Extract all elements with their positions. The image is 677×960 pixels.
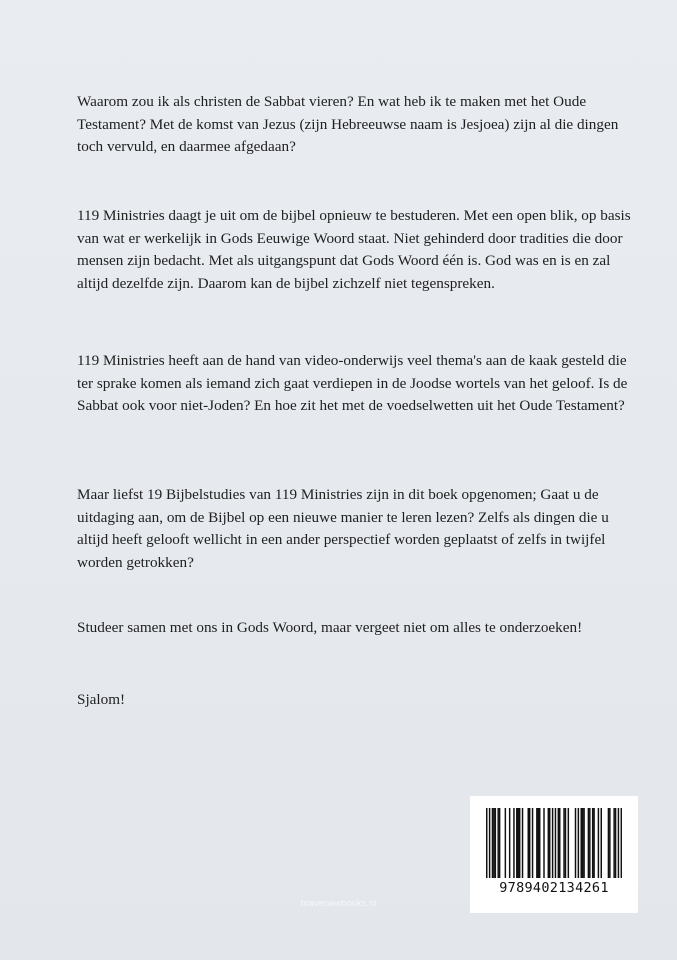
paragraph-closing: Sjalom! — [77, 691, 126, 708]
barcode-bar — [559, 808, 560, 878]
barcode-bar — [539, 808, 540, 878]
barcode-bars — [486, 808, 622, 878]
barcode-bar — [615, 808, 616, 878]
barcode-bar — [568, 808, 569, 878]
barcode-bar — [517, 808, 518, 878]
barcode-bar — [505, 808, 506, 878]
barcode-bar — [522, 808, 523, 878]
barcode-bar — [489, 808, 490, 878]
barcode-bar — [513, 808, 514, 878]
barcode-bar — [536, 808, 537, 878]
barcode-bar — [613, 808, 614, 878]
barcode-bar — [548, 808, 549, 878]
barcode-bar — [552, 808, 553, 878]
barcode-bar — [588, 808, 589, 878]
barcode-bar — [495, 808, 496, 878]
barcode-bar — [493, 808, 494, 878]
barcode-bar — [565, 808, 566, 878]
barcode-bar — [486, 808, 487, 878]
barcode-bar — [538, 808, 539, 878]
barcode-bar — [532, 808, 533, 878]
publisher-watermark: bravenewbooks.nl — [300, 898, 377, 908]
barcode-bar — [578, 808, 579, 878]
isbn-barcode — [470, 796, 638, 913]
barcode-bar — [563, 808, 564, 878]
paragraph-challenge: 119 Ministries daagt je uit om de bijbel opnieuw te bestuderen. Met een open blik, op basis van wat er werkelijk in Gods Eeuwige Woord staat. Niet gehinderd door tradities die door mensen zijn bedacht. Met als uitgangspunt dat Gods Woord één is. God was en is en zal altijd dezelfde zijn. Daarom kan de bijbel zichzelf niet tegenspreken. — [77, 207, 631, 292]
barcode-bar — [492, 808, 493, 878]
barcode-bar — [497, 808, 498, 878]
barcode-bar — [582, 808, 583, 878]
barcode-bar — [589, 808, 590, 878]
barcode-bar — [558, 808, 559, 878]
barcode-bar — [575, 808, 576, 878]
barcode-bar — [601, 808, 602, 878]
barcode-bar — [543, 808, 544, 878]
barcode-bar — [580, 808, 581, 878]
barcode-bar — [583, 808, 584, 878]
barcode-bar — [509, 808, 510, 878]
paragraph-intro: Waarom zou ik als christen de Sabbat vieren? En wat heb ik te maken met het Oude Testament? Met de komst van Jezus (zijn Hebreeuwse naam is Jesjoea) zijn al die dingen toch vervuld, en daarmee afgedaan? — [77, 93, 619, 155]
isbn-number: 9789402134261 — [499, 880, 609, 896]
barcode-bar — [549, 808, 550, 878]
paragraph-bible-studies: Maar liefst 19 Bijbelstudies van 119 Ministries zijn in dit boek opgenomen; Gaat u de uitdaging aan, om de Bijbel op een nieuwe manier te leren lezen? Zelfs als dingen die u altijd heeft gelooft wellicht in een ander perspectief worden geplaatst of zelfs in twijfel worden getrokken? — [77, 486, 609, 571]
barcode-bar — [608, 808, 609, 878]
paragraph-invitation: Studeer samen met ons in Gods Woord, maar vergeet niet om alles te onderzoeken! — [77, 619, 583, 636]
barcode-bar — [519, 808, 520, 878]
barcode-bar — [529, 808, 530, 878]
barcode-bar — [618, 808, 619, 878]
barcode-bar — [592, 808, 593, 878]
barcode-bar — [593, 808, 594, 878]
barcode-bar — [609, 808, 610, 878]
barcode-bar — [555, 808, 556, 878]
barcode-bar — [499, 808, 500, 878]
barcode-bar — [528, 808, 529, 878]
barcode-bar — [598, 808, 599, 878]
paragraph-video-teaching: 119 Ministries heeft aan de hand van video-onderwijs veel thema's aan de kaak gesteld die ter sprake komen als iemand zich gaat verdiepen in de Joodse wortels van het geloof. Is de Sabbat ook voor niet-Joden? En hoe zit het met de voedselwetten uit het Oude Testament? — [77, 352, 628, 414]
barcode-bar — [516, 808, 517, 878]
barcode-bar — [621, 808, 622, 878]
